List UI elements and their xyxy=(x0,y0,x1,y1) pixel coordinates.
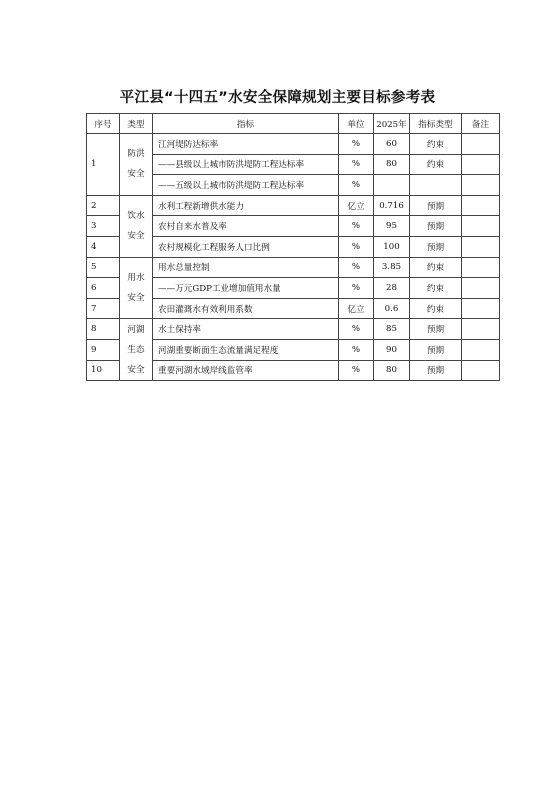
note-cell xyxy=(462,154,500,175)
type-cell: 预期 xyxy=(410,319,462,340)
header-seq: 序号 xyxy=(87,114,120,134)
indicator-cell: ——县级以上城市防洪堤防工程达标率 xyxy=(153,154,339,175)
note-cell xyxy=(462,278,500,299)
type-cell: 预期 xyxy=(410,216,462,237)
header-indicator-type: 指标类型 xyxy=(410,114,462,134)
value-cell: 80 xyxy=(374,360,410,381)
type-cell: 约束 xyxy=(410,298,462,319)
seq-cell: 3 xyxy=(87,216,120,237)
unit-cell: % xyxy=(339,134,374,155)
unit-cell: 亿立 xyxy=(339,195,374,216)
header-indicator: 指标 xyxy=(153,114,339,134)
category-cell xyxy=(120,134,153,196)
value-cell xyxy=(374,175,410,196)
note-cell xyxy=(462,360,500,381)
header-note: 备注 xyxy=(462,114,500,134)
value-cell: 80 xyxy=(374,154,410,175)
note-cell xyxy=(462,195,500,216)
seq-cell: 8 xyxy=(87,319,120,340)
type-cell: 约束 xyxy=(410,257,462,278)
table-row xyxy=(87,195,500,216)
seq-cell: 6 xyxy=(87,278,120,299)
indicator-cell: 水土保持率 xyxy=(153,319,339,340)
value-cell: 0.716 xyxy=(374,195,410,216)
unit-cell: % xyxy=(339,175,374,196)
category-cell xyxy=(120,319,153,381)
indicator-cell: 农田灌溉水有效利用系数 xyxy=(153,298,339,319)
indicator-cell: 重要河湖水域岸线监管率 xyxy=(153,360,339,381)
value-cell: 90 xyxy=(374,339,410,360)
header-category: 类型 xyxy=(120,114,153,134)
category-line: 河湖 xyxy=(127,324,145,335)
category-line: 饮水 xyxy=(127,211,145,222)
unit-cell: % xyxy=(339,278,374,299)
category-line: 安全 xyxy=(127,169,145,180)
note-cell xyxy=(462,175,500,196)
category-line: 安全 xyxy=(127,364,145,375)
category-cell xyxy=(120,195,153,257)
indicator-cell: 河湖重要断面生态流量满足程度 xyxy=(153,339,339,360)
unit-cell: % xyxy=(339,216,374,237)
indicator-cell: ——五级以上城市防洪堤防工程达标率 xyxy=(153,175,339,196)
type-cell: 约束 xyxy=(410,154,462,175)
header-unit: 单位 xyxy=(339,114,374,134)
value-cell: 85 xyxy=(374,319,410,340)
type-cell: 约束 xyxy=(410,134,462,155)
unit-cell: % xyxy=(339,319,374,340)
seq-cell: 10 xyxy=(87,360,120,381)
indicator-cell: ——万元GDP工业增加值用水量 xyxy=(153,278,339,299)
type-cell: 预期 xyxy=(410,195,462,216)
seq-cell: 2 xyxy=(87,195,120,216)
note-cell xyxy=(462,236,500,257)
table-row xyxy=(87,134,500,155)
indicator-cell: 用水总量控制 xyxy=(153,257,339,278)
note-cell xyxy=(462,257,500,278)
value-cell: 28 xyxy=(374,278,410,299)
targets-table xyxy=(86,113,500,381)
page-title: 平江县“十四五”水安全保障规划主要目标参考表 xyxy=(119,90,436,106)
category-cell xyxy=(120,257,153,319)
value-cell: 95 xyxy=(374,216,410,237)
value-cell: 100 xyxy=(374,236,410,257)
category-line: 安全 xyxy=(127,292,145,303)
value-cell: 60 xyxy=(374,134,410,155)
note-cell xyxy=(462,216,500,237)
unit-cell: 亿立 xyxy=(339,298,374,319)
note-cell xyxy=(462,319,500,340)
indicator-cell: 江河堤防达标率 xyxy=(153,134,339,155)
seq-cell: 4 xyxy=(87,236,120,257)
category-line: 安全 xyxy=(127,231,145,242)
seq-cell: 1 xyxy=(87,134,120,196)
unit-cell: % xyxy=(339,360,374,381)
category-line: 用水 xyxy=(127,272,145,283)
seq-cell: 7 xyxy=(87,298,120,319)
note-cell xyxy=(462,339,500,360)
type-cell: 预期 xyxy=(410,339,462,360)
seq-cell: 5 xyxy=(87,257,120,278)
note-cell xyxy=(462,298,500,319)
type-cell: 约束 xyxy=(410,278,462,299)
seq-cell: 9 xyxy=(87,339,120,360)
unit-cell: % xyxy=(339,154,374,175)
table-row xyxy=(87,257,500,278)
indicator-cell: 农村规模化工程服务人口比例 xyxy=(153,236,339,257)
category-line: 生态 xyxy=(127,344,145,355)
indicator-cell: 农村自来水普及率 xyxy=(153,216,339,237)
table-row xyxy=(87,319,500,340)
table-header-row xyxy=(87,114,500,134)
unit-cell: % xyxy=(339,339,374,360)
category-line: 防洪 xyxy=(127,149,145,160)
note-cell xyxy=(462,134,500,155)
type-cell xyxy=(410,175,462,196)
type-cell: 预期 xyxy=(410,360,462,381)
value-cell: 3.85 xyxy=(374,257,410,278)
unit-cell: % xyxy=(339,236,374,257)
indicator-cell: 水利工程新增供水能力 xyxy=(153,195,339,216)
value-cell: 0.6 xyxy=(374,298,410,319)
unit-cell: % xyxy=(339,257,374,278)
type-cell: 预期 xyxy=(410,236,462,257)
header-2025: 2025年 xyxy=(374,114,410,134)
